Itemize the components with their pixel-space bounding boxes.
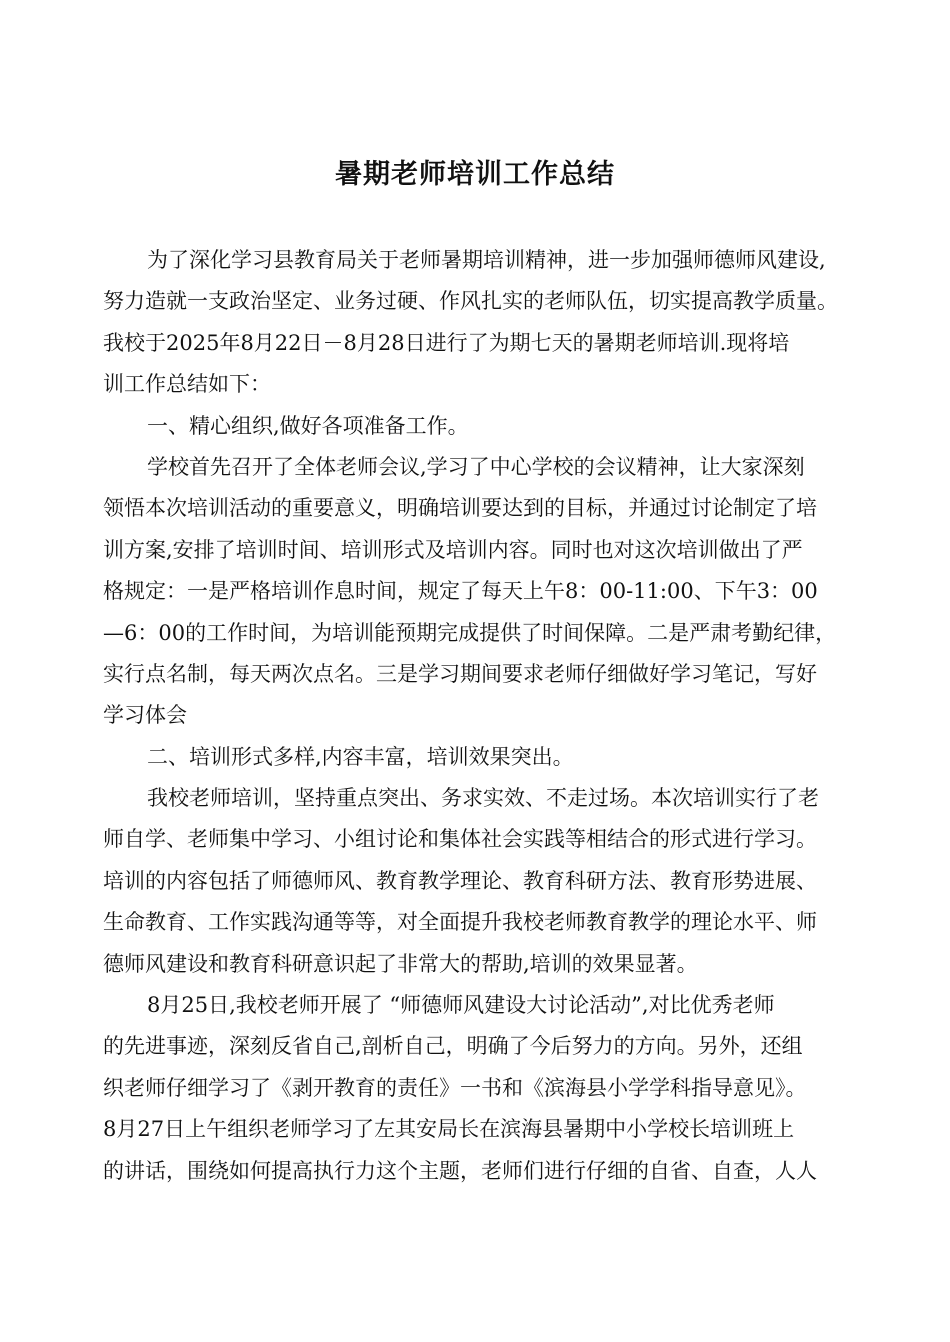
text-line: 训方案,安排了培训时间、培训形式及培训内容。同时也对这次培训做出了严 [103,537,803,562]
text-line: 我校于2025年8月22日－8月28日进行了为期七天的暑期老师培训.现将培 [103,330,790,355]
text-line: 为了深化学习县教育局关于老师暑期培训精神，进一步加强师德师风建设, [147,248,826,272]
text-line: 实行点名制，每天两次点名。三是学习期间要求老师仔细做好学习笔记，写好 [103,661,817,686]
text-line: 我校老师培训，坚持重点突出、务求实效、不走过场。本次培训实行了老 [147,786,819,811]
document-body [103,240,863,1192]
text-line: 生命教育、工作实践沟通等等，对全面提升我校老师教育教学的理论水平、师 [103,910,817,935]
text-line: 领悟本次培训活动的重要意义，明确培训要达到的目标，并通过讨论制定了培 [103,496,817,521]
text-line: 训工作总结如下： [103,372,271,397]
text-line: 师自学、老师集中学习、小组讨论和集体社会实践等相结合的形式进行学习。 [103,827,817,852]
text-line: 培训的内容包括了师德师风、教育教学理论、教育科研方法、教育形势进展、 [103,868,817,893]
document-title: 暑期老师培训工作总结 [335,159,615,190]
text-line: 织老师仔细学习了《剥开教育的责任》一书和《滨海县小学学科指导意见》。 [103,1075,807,1100]
text-line: 二、培训形式多样,内容丰富，培训效果突出。 [147,744,574,769]
text-line: —6：00的工作时间，为培训能预期完成提供了时间保障。二是严肃考勤纪律， [103,620,837,645]
text-line: 德师风建设和教育科研意识起了非常大的帮助,培训的效果显著。 [103,951,698,976]
text-line: 学习体会 [103,703,187,728]
text-line: 的先进事迹，深刻反省自己,剖析自己，明确了今后努力的方向。另外，还组 [103,1034,803,1059]
text-line: 努力造就一支政治坚定、业务过硬、作风扎实的老师队伍，切实提高教学质量。 [103,289,838,314]
text-line: 格规定：一是严格培训作息时间，规定了每天上午8：00-11:00、下午3：00 [103,579,818,604]
text-line: 学校首先召开了全体老师会议,学习了中心学校的会议精神，让大家深刻 [147,454,805,479]
text-line: 8月25日,我校老师开展了 “师德师风建设大讨论活动”,对比优秀老师 [147,993,775,1018]
text-line: 一、精心组织,做好各项准备工作。 [147,413,469,438]
text-line: 8月27日上午组织老师学习了左其安局长在滨海县暑期中小学校长培训班上 [103,1117,795,1142]
text-line: 的讲话，围绕如何提高执行力这个主题，老师们进行仔细的自省、自查，人人 [103,1158,817,1183]
